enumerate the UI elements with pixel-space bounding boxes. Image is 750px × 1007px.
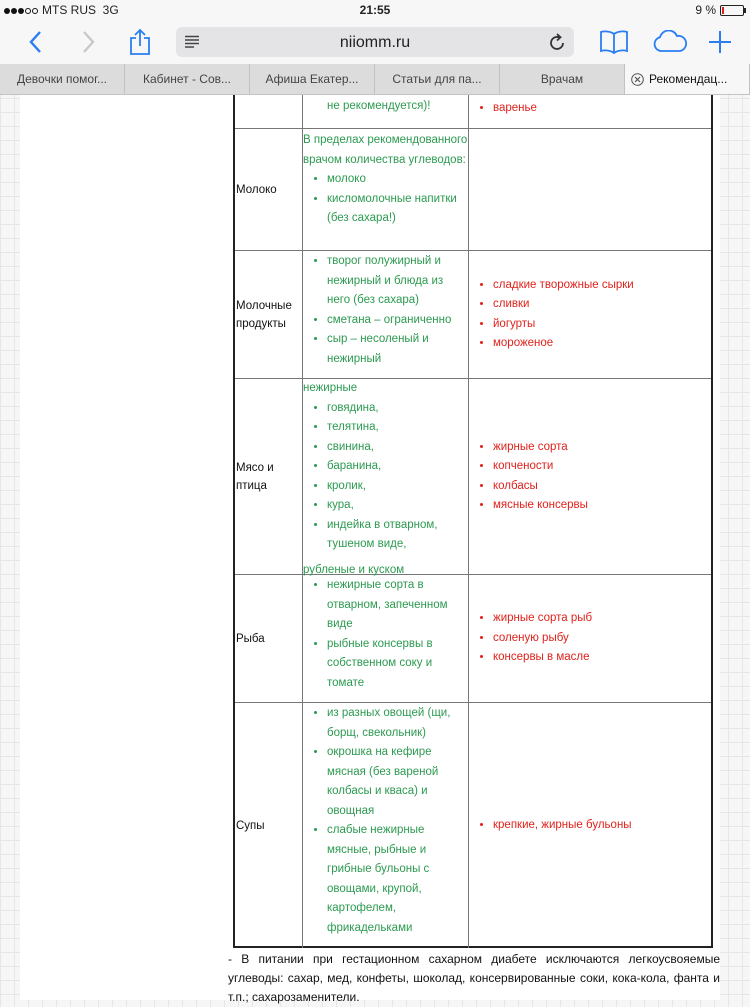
tab-item[interactable]: Афиша Екатер... [250, 64, 375, 94]
address-bar[interactable] [176, 27, 574, 57]
table-row [235, 129, 711, 251]
allowed-item: • индейка в отварном, тушеном виде, [327, 516, 468, 555]
forbidden-cell [469, 95, 711, 128]
network-label: 3G [102, 3, 119, 17]
allowed-item: • рыбные консервы в собственном соку и томате [327, 635, 468, 694]
allowed-item: • кролик, [327, 477, 468, 497]
forbidden-item: • жирные сорта [493, 438, 711, 458]
allowed-cell [303, 251, 469, 378]
allowed-item: • кисломолочные напитки (без сахара!) [327, 190, 468, 229]
forbidden-item: • крепкие, жирные бульоны [493, 816, 711, 836]
forbidden-item: • йогурты [493, 315, 711, 335]
allowed-item: • кура, [327, 496, 468, 516]
allowed-item: • из разных овощей (щи, борщ, свекольник) [327, 704, 468, 743]
share-icon[interactable] [124, 24, 156, 60]
forbidden-item: • сладкие творожные сырки [493, 276, 711, 296]
row-category: Рыба [235, 575, 303, 702]
table-row [235, 95, 711, 129]
forbidden-item: • варенье [493, 99, 711, 119]
clock: 21:55 [359, 3, 391, 17]
allowed-cell [303, 575, 469, 702]
forbidden-cell [469, 251, 711, 378]
allowed-item: • слабые нежирные мясные, рыбные и грибные бульоны с овощами, крупой, картофелем, фрикадельками [327, 821, 468, 938]
allowed-item: • говядина, [327, 399, 468, 419]
status-bar [0, 0, 750, 20]
carrier-label: MTS RUS 3G [42, 3, 119, 17]
allowed-cell [303, 129, 469, 250]
forbidden-item: • консервы в масле [493, 648, 711, 668]
allowed-item: • сметана – ограниченно [327, 311, 468, 331]
row-category: Супы [235, 703, 303, 948]
url-text: niiomm.ru [339, 34, 411, 51]
forbidden-cell [469, 703, 711, 948]
allowed-item: • сыр – несоленый и нежирный [327, 330, 468, 369]
tab-item-active[interactable] [625, 64, 750, 94]
allowed-cell [303, 95, 469, 128]
tab-item[interactable]: Статьи для па... [375, 64, 500, 94]
footnote-text: - В питании при гестационном сахарном диабете исключаются легкоусвояемые углеводы: сахар, мед, конфеты, шоколад, консервированные соки, кока-кола, фанта и т.п.; сахарозаменители. [228, 952, 720, 1004]
table-row [235, 703, 711, 948]
allowed-intro: нежирные [303, 382, 358, 394]
battery-icon [720, 5, 744, 16]
row-category [235, 95, 303, 128]
forbidden-item: • копчености [493, 457, 711, 477]
table-row [235, 251, 711, 379]
new-tab-icon[interactable] [704, 24, 736, 60]
forbidden-item: • соленую рыбу [493, 629, 711, 649]
table-row [235, 379, 711, 575]
forbidden-item: • колбасы [493, 477, 711, 497]
battery-status [695, 3, 744, 17]
diet-table [233, 95, 713, 948]
allowed-item: • телятина, [327, 418, 468, 438]
forbidden-cell [469, 575, 711, 702]
bookmarks-icon[interactable] [596, 24, 632, 60]
back-icon[interactable] [20, 24, 50, 60]
browser-toolbar [0, 20, 750, 64]
close-tab-icon[interactable] [631, 64, 644, 94]
allowed-intro: В пределах рекомендованного врачом количества углеводов: [303, 134, 468, 166]
allowed-outro: рубленые и куском [303, 563, 405, 576]
tab-item[interactable]: Врачам [500, 64, 625, 94]
allowed-item: • свинина, [327, 438, 468, 458]
allowed-item: • творог полужирный и нежирный и блюда из него (без сахара) [327, 252, 468, 311]
icloud-tabs-icon[interactable] [650, 24, 690, 60]
table-row [235, 575, 711, 703]
forbidden-item: • сливки [493, 295, 711, 315]
allowed-item: • нежирные сорта в отварном, запеченном виде [327, 576, 468, 635]
allowed-item: • окрошка на кефире мясная (без вареной колбасы и кваса) и овощная [327, 743, 468, 821]
battery-percent: 9 % [695, 3, 716, 17]
allowed-item: • молоко [327, 170, 468, 190]
forbidden-item: • жирные сорта рыб [493, 609, 711, 629]
footnote [228, 950, 720, 1007]
allowed-cell [303, 703, 469, 948]
allowed-cell [303, 379, 469, 574]
forbidden-item: • мясные консервы [493, 496, 711, 516]
allowed-text: не рекомендуется)! [327, 100, 431, 112]
row-category: Мясо и птица [235, 379, 303, 574]
row-category: Молоко [235, 129, 303, 250]
tab-label: Рекомендац... [649, 72, 728, 86]
web-page [20, 95, 720, 1004]
forward-icon[interactable] [74, 24, 104, 60]
forbidden-cell [469, 129, 711, 250]
forbidden-cell [469, 379, 711, 574]
reload-icon[interactable] [548, 32, 566, 57]
tab-bar [0, 64, 750, 95]
tab-item[interactable]: Кабинет - Сов... [125, 64, 250, 94]
tab-item[interactable]: Девочки помог... [0, 64, 125, 94]
forbidden-item: • мороженое [493, 334, 711, 354]
allowed-item: • баранина, [327, 457, 468, 477]
row-category: Молочные продукты [235, 251, 303, 378]
